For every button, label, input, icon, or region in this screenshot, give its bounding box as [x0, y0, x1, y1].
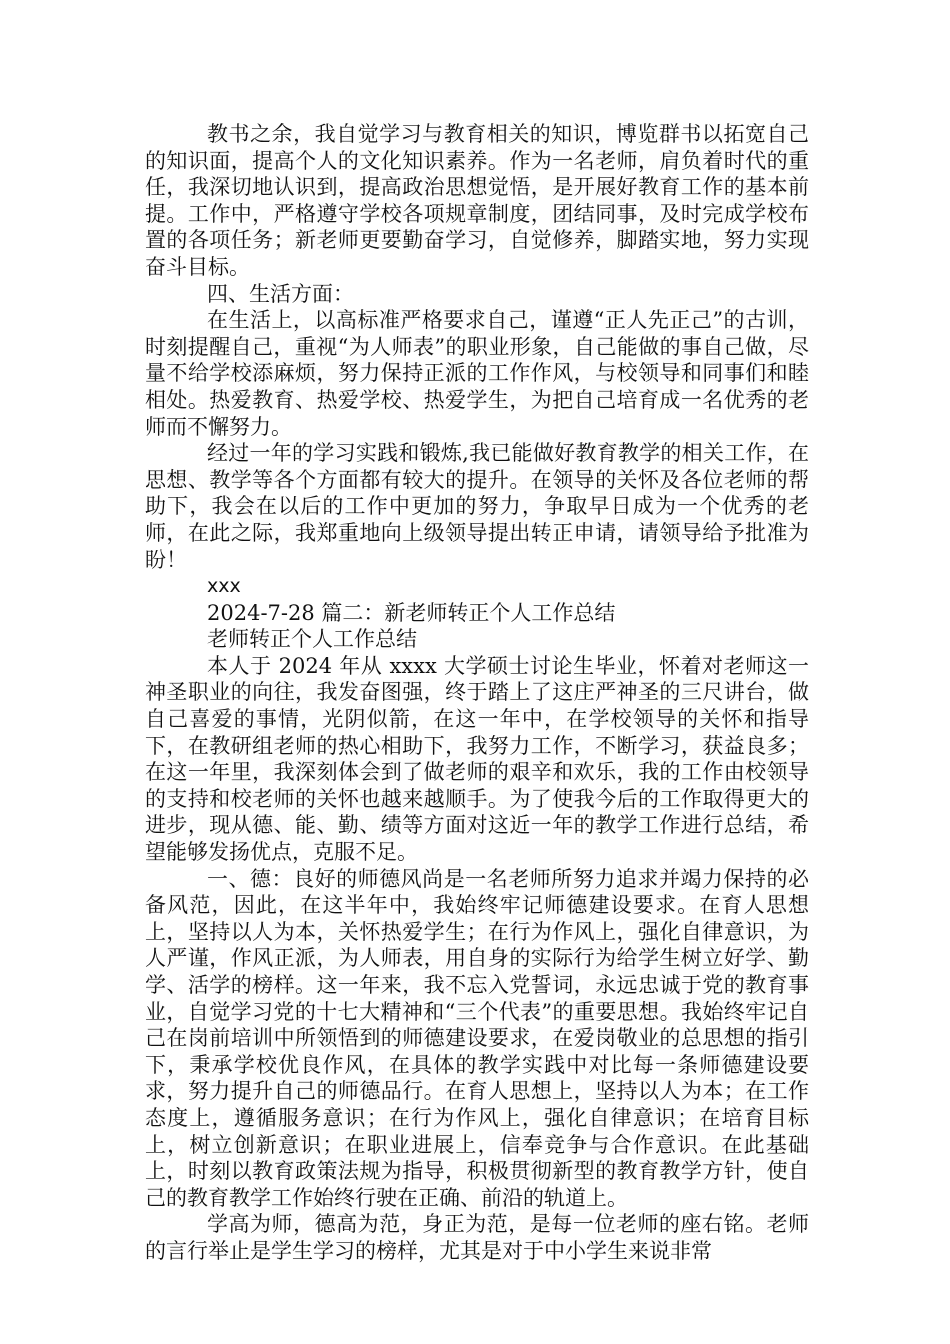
body-paragraph: 本人于 2024 年从 xxxx 大学硕士讨论生毕业，怀着对老师这一神圣职业的向往，我发奋图强，终于踏上了这庄严神圣的三尺讲台，做自己喜爱的事情，光阴似箭，在这一年中，在学校领导的关怀和指导下，在教研组老师的热心相助下，我努力工作，不断学习，获益良多；在这一年里，我深刻体会到了做老师的艰辛和欢乐，我的工作由校领导的支持和校老师的关怀也越来越顺手。为了使我今后的工作取得更大的进步，现从德、能、勤、绩等方面对这近一年的教学工作进行总结，希望能够发扬优点，克服不足。 — [145, 653, 809, 865]
body-paragraph: 教书之余，我自觉学习与教育相关的知识，博览群书以拓宽自己的知识面，提高个人的文化知识素养。作为一名老师，肩负着时代的重任，我深切地认识到，提高政治思想觉悟，是开展好教育工作的基本前提。工作中，严格遵守学校各项规章制度，团结同事，及时完成学校布置的各项任务；新老师更要勤奋学习，自觉修养，脚踏实地，努力实现奋斗目标。 — [145, 122, 809, 279]
body-paragraph: 在生活上，以高标准严格要求自己，谨遵“正人先正己”的古训，时刻提醒自己，重视“为人师表”的职业形象，自己能做的事自己做，尽量不给学校添麻烦，努力保持正派的工作作风，与校领导和同事们和睦相处。热爱教育、热爱学校、热爱学生，为把自己培育成一名优秀的老师而不懈努力。 — [145, 308, 809, 439]
document-page — [145, 121, 809, 1265]
section-heading: 四、生活方面： — [207, 281, 354, 306]
body-paragraph: 一、德：良好的师德风尚是一名老师所努力追求并竭力保持的必备风范，因此，在这半年中，我始终牢记师德建设要求。在育人思想上，坚持以人为本，关怀热爱学生；在行为作风上，强化自律意识，为人严谨，作风正派，为人师表，用自身的实际行为给学生树立好学、勤学、活学的榜样。这一年来，我不忘入党誓词，永远忠诚于党的教育事业，自觉学习党的十七大精神和“三个代表”的重要思想。我始终牢记自己在岗前培训中所领悟到的师德建设要求，在爱岗敬业的总思想的指引下，秉承学校优良作风，在具体的教学实践中对比每一条师德建设要求，努力提升自己的师德品行。在育人思想上，坚持以人为本；在工作态度上，遵循服务意识；在行为作风上，强化自律意识；在培育目标上，树立创新意识；在职业进展上，信奉竞争与合作意识。在此基础上，时刻以教育政策法规为指导，积极贯彻新型的教育教学方针，使自己的教育教学工作始终行驶在正确、前沿的轨道上。 — [145, 866, 809, 1210]
article-subtitle: 老师转正个人工作总结 — [207, 627, 417, 652]
body-paragraph: 学高为师，德高为范，身正为范，是每一位老师的座右铭。老师的言行举止是学生学习的榜样，尤其是对于中小学生来说非常 — [145, 1212, 809, 1263]
body-paragraph: 经过一年的学习实践和锻炼,我已能做好教育教学的相关工作，在思想、教学等各个方面都有较大的提升。在领导的关怀及各位老师的帮助下，我会在以后的工作中更加的努力，争取早日成为一个优秀的老师，在此之际，我郑重地向上级领导提出转正申请，请领导给予批准为盼！ — [145, 441, 809, 572]
date-and-article-title: 2024-7-28 篇二：新老师转正个人工作总结 — [207, 600, 616, 625]
signature-name: xxx — [207, 575, 241, 598]
